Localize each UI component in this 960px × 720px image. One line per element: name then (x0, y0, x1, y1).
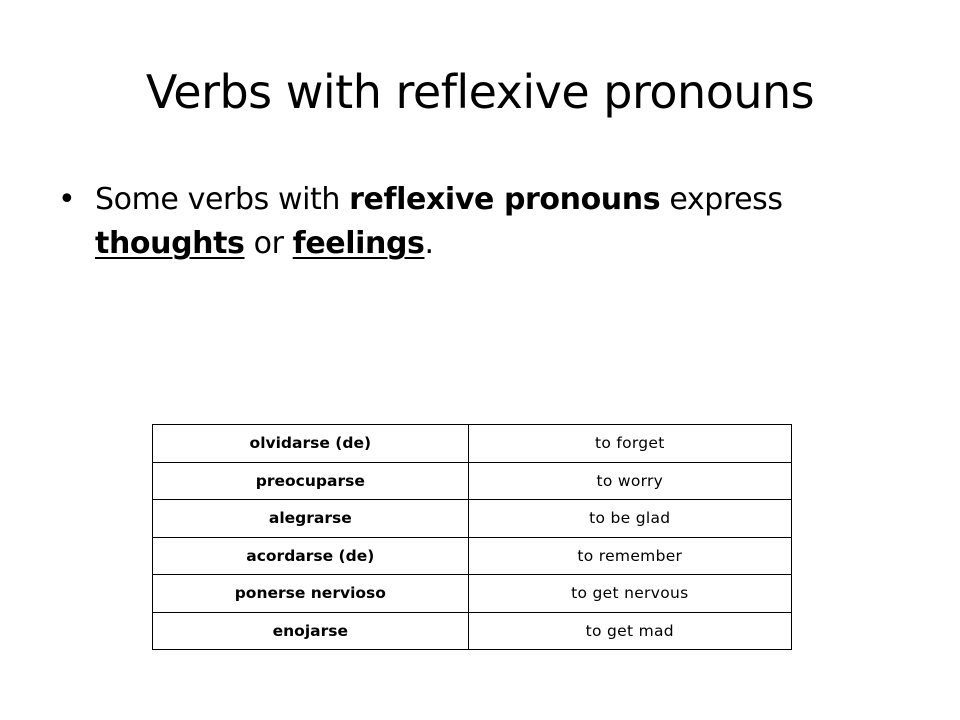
english-meaning-cell: to be glad (468, 500, 791, 538)
slide-title: Verbs with reflexive pronouns (145, 65, 815, 119)
vocabulary-table (152, 424, 792, 650)
spanish-verb-cell: acordarse (de) (153, 537, 469, 575)
english-meaning-cell: to worry (468, 462, 791, 500)
english-meaning-cell: to get mad (585, 621, 674, 640)
spanish-verb-cell: enojarse (153, 612, 469, 650)
english-meaning-cell: to forget (468, 425, 791, 463)
english-meaning-cell: to remember (468, 537, 791, 575)
bold-term: reflexive pronouns (349, 182, 661, 217)
table-row (153, 500, 792, 538)
spanish-verb-cell: alegrarse (153, 500, 469, 538)
bullet-text-part3: or (244, 226, 293, 261)
table-row (153, 462, 792, 500)
underlined-term-thoughts: thoughts (95, 226, 245, 261)
table-row (153, 537, 792, 575)
table-row (153, 575, 792, 613)
underlined-term-feelings: feelings (292, 226, 425, 261)
spanish-verb-cell: preocuparse (153, 462, 469, 500)
spanish-verb-cell: olvidarse (de) (153, 425, 469, 463)
spanish-verb-cell: ponerse nervioso (153, 575, 469, 613)
bullet-text (95, 178, 885, 266)
table-row (153, 425, 792, 463)
bullet-text-part2: express (660, 182, 783, 217)
bullet-text-part1: Some verbs with (95, 182, 350, 217)
bullet-symbol: • (58, 182, 76, 217)
bullet-text-part4: . (424, 226, 434, 261)
english-meaning-cell: to get nervous (468, 575, 791, 613)
table-row (153, 612, 792, 650)
